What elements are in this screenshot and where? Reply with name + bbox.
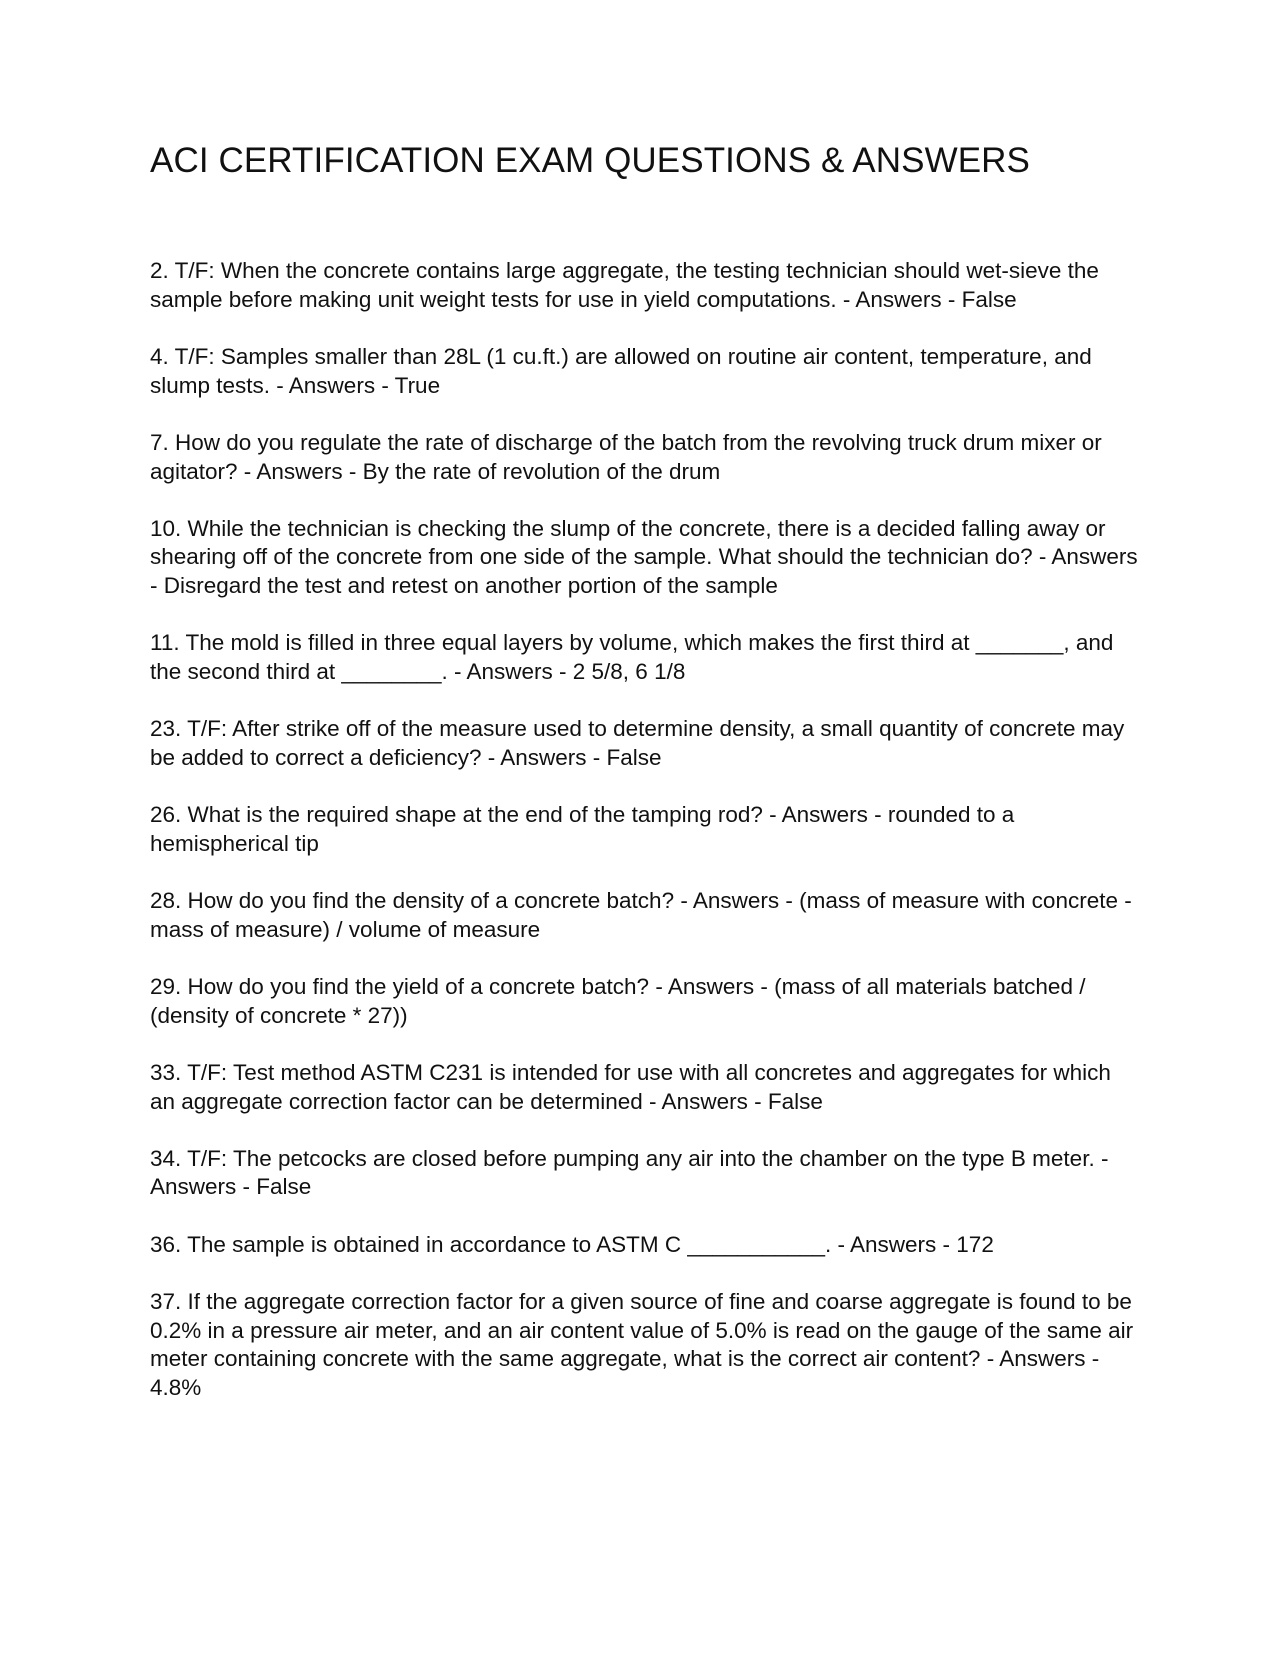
qa-item-23: 23. T/F: After strike off of the measure used to determine density, a small quantity of concrete may be added to correct a deficiency? - Answers - False	[150, 716, 1125, 770]
qa-item-36: 36. The sample is obtained in accordance to ASTM C ___________. - Answers - 172	[150, 1231, 994, 1257]
qa-item-33: 33. T/F: Test method ASTM C231 is intended for use with all concretes and aggregates for which an aggregate correction factor can be determined - Answers - False	[150, 1059, 1111, 1114]
qa-item-34: 34. T/F: The petcocks are closed before pumping any air into the chamber on the type B meter. - Answers - False	[150, 1145, 1109, 1200]
qa-item-11: 11. The mold is filled in three equal layers by volume, which makes the first third at _______, and the second third at ________. - Answers - 2 5/8, 6 1/8	[150, 630, 1114, 685]
qa-list	[150, 257, 1140, 1403]
qa-item-28: 28. How do you find the density of a concrete batch? - Answers - (mass of measure with concrete - mass of measure) / volume of measure	[150, 888, 1132, 942]
qa-item-7: 7. How do you regulate the rate of discharge of the batch from the revolving truck drum mixer or agitator? - Answers - By the rate of revolution of the drum	[150, 429, 1102, 484]
qa-item-2: 2. T/F: When the concrete contains large aggregate, the testing technician should wet-sieve the sample before making unit weight tests for use in yield computations. - Answers - False	[150, 258, 1099, 312]
page-title: ACI CERTIFICATION EXAM QUESTIONS & ANSWERS	[150, 141, 1030, 180]
qa-item-10: 10. While the technician is checking the slump of the concrete, there is a decided falling away or shearing off of the concrete from one side of the sample. What should the technician do? - Answers - Disregard the test and retest on another portion of the sample	[150, 515, 1138, 599]
qa-item-29: 29. How do you find the yield of a concrete batch? - Answers - (mass of all materials batched / (density of concrete * 27))	[150, 973, 1086, 1028]
qa-item-26: 26. What is the required shape at the end of the tamping rod? - Answers - rounded to a hemispherical tip	[150, 802, 1015, 856]
qa-item-4: 4. T/F: Samples smaller than 28L (1 cu.ft.) are allowed on routine air content, temperature, and slump tests. - Answers - True	[150, 343, 1092, 398]
document-page	[150, 140, 1140, 1431]
qa-item-37: 37. If the aggregate correction factor for a given source of fine and coarse aggregate is found to be 0.2% in a pressure air meter, and an air content value of 5.0% is read on the gauge of the same air meter containing concrete with the same aggregate, what is the correct air content? - Answers - 4.8%	[150, 1288, 1134, 1400]
